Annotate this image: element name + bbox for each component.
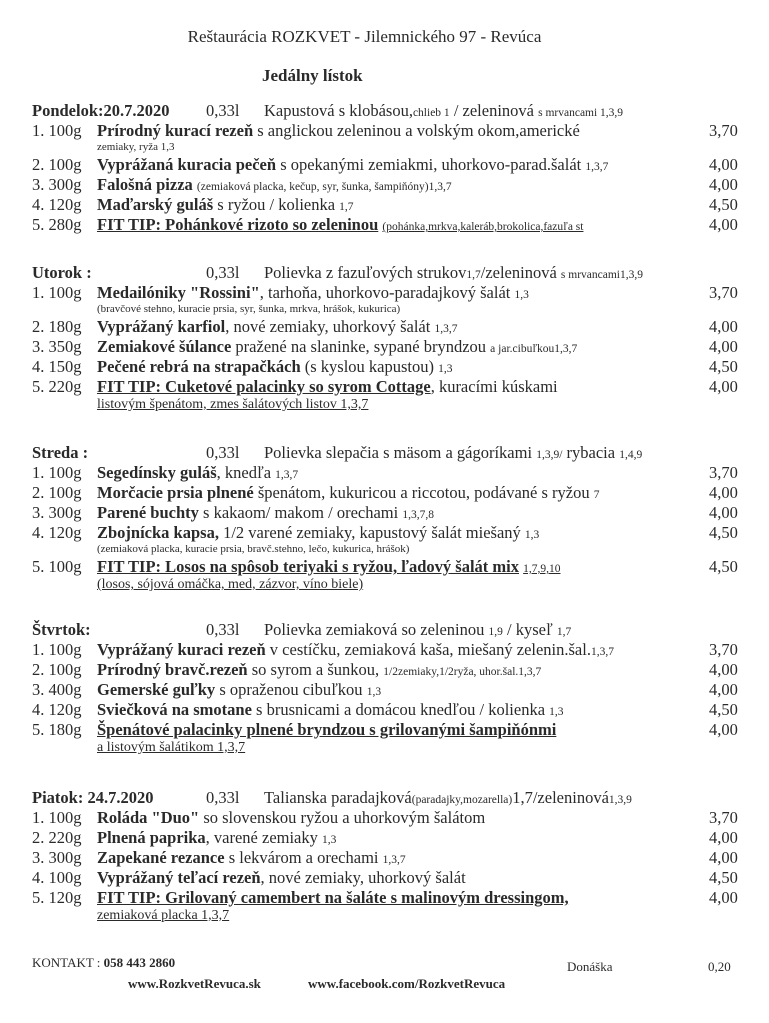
item-name: FIT TIP: Losos na spôsob teriyaki s ryžou, ľadový šalát mix bbox=[97, 557, 519, 576]
menu-item[interactable] bbox=[32, 175, 752, 195]
item-name: Vyprážaná kuracia pečeň bbox=[97, 155, 277, 174]
soup-allergens: 1,9 bbox=[488, 626, 503, 638]
item-price: 4,00 bbox=[709, 720, 738, 739]
item-price: 4,00 bbox=[709, 215, 738, 234]
item-price: 4,00 bbox=[709, 337, 738, 356]
menu-item[interactable] bbox=[32, 557, 752, 577]
menu-item[interactable] bbox=[32, 483, 752, 503]
menu-item[interactable] bbox=[32, 640, 752, 660]
item-description: , kuracími kúskami bbox=[430, 377, 558, 396]
facebook-link[interactable]: www.facebook.com/RozkvetRevuca bbox=[308, 976, 506, 991]
item-number-weight: 4. 100g bbox=[32, 868, 82, 887]
item-name: Vyprážaný karfiol bbox=[97, 317, 226, 336]
contact bbox=[32, 955, 175, 971]
item-price: 4,00 bbox=[709, 317, 738, 336]
soup-alt-allergens: s mrvancami1,3,9 bbox=[560, 269, 643, 281]
website-link[interactable]: www.RozkvetRevuca.sk bbox=[128, 976, 261, 991]
item-description: , nové zemiaky, uhorkový šalát bbox=[225, 317, 435, 336]
item-detail: (bravčové stehno, kuracie prsia, syr, šunka, mrkva, hrášok, kukurica) bbox=[97, 303, 401, 315]
day-section bbox=[32, 101, 752, 235]
soup-of-day bbox=[264, 263, 643, 285]
item-allergens: 1,3,7 bbox=[590, 646, 614, 658]
item-price: 4,00 bbox=[709, 888, 738, 907]
soup-main: Polievka slepačia s mäsom a gágoríkami bbox=[264, 443, 537, 462]
menu-item[interactable] bbox=[32, 377, 752, 397]
day-name: Štvrtok: bbox=[32, 620, 91, 639]
item-name: Maďarský guláš bbox=[97, 195, 214, 214]
menu-item[interactable] bbox=[32, 337, 752, 357]
day-header bbox=[32, 263, 752, 283]
item-number-weight: 4. 120g bbox=[32, 195, 82, 214]
item-price: 4,00 bbox=[709, 175, 738, 194]
soup-alt: 1,7/zeleninová bbox=[512, 788, 609, 807]
item-price: 4,50 bbox=[709, 357, 738, 376]
item-allergens: 1,3,7 bbox=[585, 161, 609, 173]
menu-item[interactable] bbox=[32, 680, 752, 700]
item-detail: listovým špenátom, zmes šalátových listov 1,3,7 bbox=[97, 397, 369, 412]
item-allergens: a jar.cibuľkou1,3,7 bbox=[490, 343, 578, 355]
item-number-weight: 5. 280g bbox=[32, 215, 82, 234]
day-section bbox=[32, 443, 752, 595]
item-number-weight: 5. 120g bbox=[32, 888, 82, 907]
restaurant-title-text: Reštaurácia ROZKVET - Jilemnického 97 - Revúca bbox=[187, 27, 542, 46]
soup-volume: 0,33l bbox=[206, 788, 240, 807]
item-allergens: 1,3 bbox=[514, 289, 529, 301]
item-description: s opraženou cibuľkou bbox=[215, 680, 367, 699]
item-name: Zapekané rezance bbox=[97, 848, 225, 867]
item-number-weight: 3. 300g bbox=[32, 175, 82, 194]
item-description: s opekanými zemiakmi, uhorkovo-parad.šalát bbox=[276, 155, 586, 174]
item-allergens: 1,3 bbox=[549, 706, 564, 718]
restaurant-title bbox=[0, 27, 769, 47]
soup-allergens: 1,7 bbox=[466, 269, 481, 281]
menu-item[interactable] bbox=[32, 121, 752, 141]
item-price: 3,70 bbox=[709, 463, 738, 482]
day-name: Pondelok:20.7.2020 bbox=[32, 101, 170, 120]
item-description: , tarhoňa, uhorkovo-paradajkový šalát bbox=[259, 283, 515, 302]
item-detail: (losos, sójová omáčka, med, zázvor, víno biele) bbox=[97, 577, 364, 592]
delivery-price: 0,20 bbox=[708, 959, 731, 974]
soup-alt-allergens: s mrvancami 1,3,9 bbox=[538, 107, 624, 119]
item-number-weight: 2. 100g bbox=[32, 483, 82, 502]
item-number-weight: 5. 180g bbox=[32, 720, 82, 739]
item-price: 4,00 bbox=[709, 483, 738, 502]
item-number-weight: 3. 300g bbox=[32, 503, 82, 522]
day-header bbox=[32, 788, 752, 808]
item-name: Falošná pizza bbox=[97, 175, 193, 194]
soup-main: Polievka zemiaková so zeleninou bbox=[264, 620, 489, 639]
soup-alt-allergens: 1,4,9 bbox=[619, 449, 643, 461]
soup-alt: /zeleninová bbox=[480, 263, 561, 282]
item-number-weight: 2. 100g bbox=[32, 155, 82, 174]
item-name: Zemiakové šúlance bbox=[97, 337, 232, 356]
item-name: Zbojnícka kapsa, bbox=[97, 523, 219, 542]
item-allergens: 1,3 bbox=[366, 686, 382, 698]
soup-alt-allergens: 1,7 bbox=[556, 626, 572, 638]
item-number-weight: 4. 150g bbox=[32, 357, 82, 376]
item-allergens: 1,3,7 bbox=[382, 854, 406, 866]
item-allergens: (pohánka,mrkva,kaleráb,brokolica,fazuľa st bbox=[382, 221, 584, 233]
soup-alt: rybacia bbox=[562, 443, 620, 462]
item-description: s brusnicami a domácou knedľou / kolienka bbox=[251, 700, 550, 719]
item-name: Prírodný kurací rezeň bbox=[97, 121, 254, 140]
soup-allergens: (paradajky,mozarella) bbox=[411, 794, 513, 806]
soup-of-day bbox=[264, 788, 632, 810]
day-name: Streda : bbox=[32, 443, 89, 462]
item-name: FIT TIP: Grilovaný camembert na šaláte s malinovým dressingom, bbox=[97, 888, 569, 907]
item-description: s anglickou zeleninou a volským okom,americké bbox=[253, 121, 580, 140]
item-allergens: 1,3,7 bbox=[275, 469, 299, 481]
item-description: pražené na slaninke, sypané bryndzou bbox=[231, 337, 491, 356]
item-allergens: 1,3 bbox=[438, 363, 453, 375]
item-description: s ryžou / kolienka bbox=[213, 195, 340, 214]
item-detail: (zemiaková placka, kuracie prsia, bravč.stehno, lečo, kukurica, hrášok) bbox=[97, 543, 410, 555]
item-number-weight: 2. 100g bbox=[32, 660, 82, 679]
item-name: Vyprážaný kuraci rezeň bbox=[97, 640, 266, 659]
soup-main: Talianska paradajková bbox=[264, 788, 412, 807]
soup-main: Kapustová s klobásou, bbox=[264, 101, 413, 120]
soup-alt: / zeleninová bbox=[449, 101, 539, 120]
item-number-weight: 3. 300g bbox=[32, 848, 82, 867]
item-allergens: 1/2zemiaky,1/2ryža, uhor.šal.1,3,7 bbox=[383, 666, 542, 678]
item-description: s lekvárom a orechami bbox=[224, 848, 383, 867]
item-number-weight: 1. 100g bbox=[32, 808, 82, 827]
day-name: Piatok: 24.7.2020 bbox=[32, 788, 154, 807]
item-price: 3,70 bbox=[709, 808, 738, 827]
item-number-weight: 1. 100g bbox=[32, 640, 82, 659]
delivery-label: Donáška bbox=[567, 959, 613, 974]
item-allergens: (zemiaková placka, kečup, syr, šunka, šampiňóny)1,3,7 bbox=[196, 181, 452, 193]
soup-alt-allergens: 1,3,9 bbox=[608, 794, 632, 806]
soup-of-day bbox=[264, 620, 571, 642]
item-description: v cestíčku, zemiaková kaša, miešaný zelenin.šal. bbox=[265, 640, 591, 659]
day-name: Utorok : bbox=[32, 263, 92, 282]
item-number-weight: 5. 220g bbox=[32, 377, 82, 396]
soup-allergens: 1,3,9/ bbox=[536, 449, 563, 461]
menu-subtitle: Jedálny lístok bbox=[262, 66, 363, 85]
item-number-weight: 2. 180g bbox=[32, 317, 82, 336]
day-header bbox=[32, 620, 752, 640]
item-number-weight: 1. 100g bbox=[32, 121, 82, 140]
soup-volume: 0,33l bbox=[206, 620, 240, 639]
soup-volume: 0,33l bbox=[206, 101, 240, 120]
menu-item[interactable] bbox=[32, 808, 752, 828]
day-header bbox=[32, 101, 752, 121]
item-name: Segedínsky guláš bbox=[97, 463, 217, 482]
item-name: Gemerské guľky bbox=[97, 680, 216, 699]
menu-item[interactable] bbox=[32, 283, 752, 303]
item-description: so syrom a šunkou, bbox=[247, 660, 384, 679]
soup-alt: / kyseľ bbox=[502, 620, 557, 639]
item-price: 4,00 bbox=[709, 848, 738, 867]
item-price: 4,50 bbox=[709, 557, 738, 576]
day-section bbox=[32, 620, 752, 758]
item-detail: zemiaková placka 1,3,7 bbox=[97, 908, 230, 923]
item-name: FIT TIP: Cuketové palacinky so syrom Cottage bbox=[97, 377, 431, 396]
soup-main: Polievka z fazuľových strukov bbox=[264, 263, 467, 282]
item-number-weight: 2. 220g bbox=[32, 828, 82, 847]
item-price: 4,00 bbox=[709, 660, 738, 679]
item-number-weight: 1. 100g bbox=[32, 283, 82, 302]
menu-item[interactable] bbox=[32, 463, 752, 483]
item-price: 4,00 bbox=[709, 503, 738, 522]
contact-phone[interactable]: 058 443 2860 bbox=[103, 955, 176, 970]
item-allergens: 1,3 bbox=[322, 834, 337, 846]
item-number-weight: 4. 120g bbox=[32, 523, 82, 542]
item-price: 4,50 bbox=[709, 868, 738, 887]
soup-of-day bbox=[264, 101, 623, 123]
item-price: 4,00 bbox=[709, 828, 738, 847]
menu-item[interactable] bbox=[32, 317, 752, 337]
menu-item[interactable] bbox=[32, 660, 752, 680]
item-number-weight: 3. 400g bbox=[32, 680, 82, 699]
item-allergens: 1,3,7,8 bbox=[402, 509, 434, 521]
item-description: s kakaom/ makom / orechami bbox=[198, 503, 403, 522]
menu-item[interactable] bbox=[32, 195, 752, 215]
contact-label: KONTAKT : bbox=[32, 955, 104, 970]
item-number-weight: 5. 100g bbox=[32, 557, 82, 576]
menu-item[interactable] bbox=[32, 888, 752, 908]
item-number-weight: 4. 120g bbox=[32, 700, 82, 719]
item-detail: zemiaky, ryža 1,3 bbox=[97, 141, 175, 153]
item-price: 3,70 bbox=[709, 121, 738, 140]
item-price: 4,50 bbox=[709, 195, 738, 214]
soup-volume: 0,33l bbox=[206, 263, 240, 282]
item-description: , nové zemiaky, uhorkový šalát bbox=[260, 868, 466, 887]
soup-volume: 0,33l bbox=[206, 443, 240, 462]
item-name: Roláda "Duo" bbox=[97, 808, 200, 827]
menu-item[interactable] bbox=[32, 868, 752, 888]
item-name: FIT TIP: Pohánkové rizoto so zeleninou bbox=[97, 215, 379, 234]
item-number-weight: 3. 350g bbox=[32, 337, 82, 356]
item-name: Plnená paprika bbox=[97, 828, 206, 847]
item-price: 4,50 bbox=[709, 523, 738, 542]
item-price: 4,00 bbox=[709, 680, 738, 699]
item-name: Morčacie prsia plnené bbox=[97, 483, 254, 502]
item-name: Špenátové palacinky plnené bryndzou s grilovanými šampiňónmi bbox=[97, 720, 557, 739]
menu-item[interactable] bbox=[32, 357, 752, 377]
item-allergens: 1,3,7 bbox=[434, 323, 458, 335]
item-name: Pečené rebrá na strapačkách bbox=[97, 357, 301, 376]
item-price: 4,00 bbox=[709, 377, 738, 396]
item-allergens: 1,7,9,10 bbox=[523, 563, 561, 575]
item-price: 4,00 bbox=[709, 155, 738, 174]
day-section bbox=[32, 788, 752, 926]
item-price: 3,70 bbox=[709, 640, 738, 659]
menu-item[interactable] bbox=[32, 828, 752, 848]
day-header bbox=[32, 443, 752, 463]
item-allergens: 1,3 bbox=[524, 529, 540, 541]
item-name: Parené buchty bbox=[97, 503, 199, 522]
soup-allergens: chlieb 1 bbox=[412, 107, 450, 119]
menu-item[interactable] bbox=[32, 155, 752, 175]
item-description: (s kyslou kapustou) bbox=[300, 357, 439, 376]
item-description: , knedľa bbox=[216, 463, 276, 482]
item-name: Prírodný bravč.rezeň bbox=[97, 660, 248, 679]
menu-item[interactable] bbox=[32, 720, 752, 740]
item-allergens: 1,7 bbox=[339, 201, 354, 213]
menu-item[interactable] bbox=[32, 700, 752, 720]
item-number-weight: 1. 100g bbox=[32, 463, 82, 482]
item-description: , varené zemiaky bbox=[205, 828, 323, 847]
item-name: Vyprážaný teľací rezeň bbox=[97, 868, 261, 887]
soup-of-day bbox=[264, 443, 642, 465]
item-allergens: 7 bbox=[593, 489, 600, 501]
menu-item[interactable] bbox=[32, 215, 752, 235]
menu-item[interactable] bbox=[32, 848, 752, 868]
menu-item[interactable] bbox=[32, 523, 752, 543]
item-description: špenátom, kukuricou a riccotou, podávané s ryžou bbox=[253, 483, 594, 502]
menu-item[interactable] bbox=[32, 503, 752, 523]
item-name: Medailóniky "Rossini" bbox=[97, 283, 260, 302]
day-section bbox=[32, 263, 752, 415]
item-price: 3,70 bbox=[709, 283, 738, 302]
item-name: Sviečková na smotane bbox=[97, 700, 252, 719]
item-description: 1/2 varené zemiaky, kapustový šalát miešaný bbox=[218, 523, 525, 542]
item-description: so slovenskou ryžou a uhorkovým šalátom bbox=[199, 808, 486, 827]
item-price: 4,50 bbox=[709, 700, 738, 719]
item-detail: a listovým šalátikom 1,3,7 bbox=[97, 740, 246, 755]
